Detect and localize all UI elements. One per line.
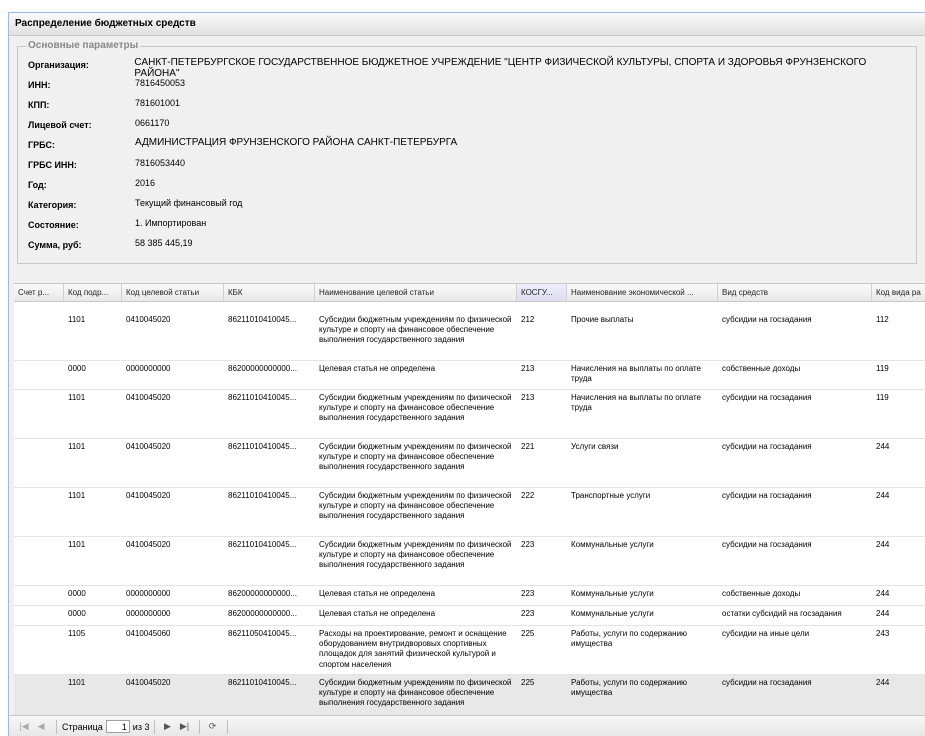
param-value: 1. Импортирован [135, 218, 207, 228]
table-cell: Целевая статья не определена [319, 589, 436, 598]
table-cell: Прочие выплаты [571, 315, 634, 324]
table-cell: 222 [521, 491, 535, 500]
table-cell: субсидии на госзадания [722, 315, 812, 324]
table-row[interactable] [14, 488, 925, 537]
table-cell: 0000 [68, 364, 86, 373]
param-label: ИНН: [28, 80, 51, 90]
table-cell [14, 390, 64, 438]
param-row [28, 97, 910, 117]
column-header[interactable]: Счет р... [14, 284, 64, 301]
table-cell: 1101 [68, 540, 86, 549]
budget-distribution-window [8, 12, 925, 736]
table-cell: собственные доходы [722, 364, 801, 373]
param-label: ГРБС ИНН: [28, 160, 77, 170]
table-cell: Целевая статья не определена [319, 364, 436, 373]
column-header[interactable]: Код подр... [64, 284, 122, 301]
table-cell [14, 675, 64, 716]
table-cell: субсидии на госзадания [722, 491, 812, 500]
table-cell: 86211010410045... [228, 393, 297, 402]
param-label: Лицевой счет: [28, 120, 92, 130]
pager-toolbar [9, 715, 925, 736]
table-cell: 212 [521, 315, 535, 324]
column-header[interactable]: Вид средств [718, 284, 872, 301]
table-cell: 244 [876, 491, 890, 500]
table-cell: собственные доходы [722, 589, 801, 598]
refresh-icon[interactable]: ⟳ [208, 721, 217, 731]
table-cell [14, 606, 64, 625]
table-cell: 0410045020 [126, 491, 171, 500]
param-value: Текущий финансовый год [135, 198, 243, 208]
table-cell: Субсидии бюджетным учреждениям по физической культуре и спорту на финансовое обеспечение выполнения государственного задания [319, 540, 512, 570]
column-header[interactable]: Наименование целевой статьи [315, 284, 517, 301]
table-cell [14, 312, 64, 360]
table-cell: 1101 [68, 442, 86, 451]
param-row [28, 217, 910, 237]
param-label: Состояние: [28, 220, 79, 230]
param-label: КПП: [28, 100, 50, 110]
table-cell: 86211010410045... [228, 491, 297, 500]
table-cell: 0410045020 [126, 540, 171, 549]
table-cell: 244 [876, 442, 890, 451]
table-cell: Услуги связи [571, 442, 619, 451]
param-value: 7816053440 [135, 158, 186, 168]
table-cell: 0410045020 [126, 678, 171, 687]
table-row[interactable] [14, 626, 925, 675]
param-row [28, 117, 910, 137]
page-count-label: из 3 [132, 721, 150, 732]
table-cell: 0000000000 [126, 609, 171, 618]
table-cell: Транспортные услуги [571, 491, 651, 500]
table-cell [14, 488, 64, 536]
table-cell: субсидии на госзадания [722, 393, 812, 402]
param-row [28, 237, 910, 257]
pager-separator [154, 720, 155, 734]
table-cell: Начисления на выплаты по оплате труда [571, 393, 701, 413]
table-cell [14, 537, 64, 585]
param-value: 781601001 [135, 98, 181, 108]
param-row [28, 157, 910, 177]
param-value: АДМИНИСТРАЦИЯ ФРУНЗЕНСКОГО РАЙОНА САНКТ-ПЕТЕРБУРГА [135, 137, 458, 148]
param-row [28, 137, 910, 157]
last-page-icon[interactable]: ▶| [179, 721, 190, 731]
table-row[interactable] [14, 586, 925, 606]
table-cell: 223 [521, 589, 535, 598]
table-cell: субсидии на госзадания [722, 442, 812, 451]
next-page-icon[interactable]: ▶ [164, 721, 171, 731]
table-cell: 0000000000 [126, 364, 171, 373]
prev-page-icon[interactable]: ◀ [37, 721, 45, 731]
table-row[interactable] [14, 606, 925, 626]
column-header[interactable]: Код целевой статьи [122, 284, 224, 301]
main-params-fieldset [17, 40, 917, 264]
column-header[interactable]: КОСГУ... [517, 284, 567, 301]
budget-grid [14, 283, 925, 716]
table-cell: Субсидии бюджетным учреждениям по физической культуре и спорту на финансовое обеспечение выполнения государственного задания [319, 491, 512, 521]
table-cell: 86200000000000... [228, 364, 297, 373]
param-value: 7816450053 [135, 78, 186, 88]
column-header[interactable]: КБК [224, 284, 315, 301]
table-cell [14, 626, 64, 674]
table-cell: 1105 [68, 629, 86, 638]
param-label: Организация: [28, 60, 89, 70]
table-cell: Работы, услуги по содержанию имущества [571, 678, 688, 698]
param-value: 2016 [135, 178, 156, 188]
table-cell: 86211010410045... [228, 678, 297, 687]
table-cell: Работы, услуги по содержанию имущества [571, 629, 688, 649]
table-cell: 0000 [68, 589, 86, 598]
fieldset-legend: Основные параметры [28, 40, 139, 51]
param-value: 58 385 445,19 [135, 238, 193, 248]
table-row[interactable] [14, 312, 925, 361]
table-cell: 1101 [68, 315, 86, 324]
table-cell: Субсидии бюджетным учреждениям по физической культуре и спорту на финансовое обеспечение выполнения государственного задания [319, 678, 512, 708]
table-cell: Коммунальные услуги [571, 609, 654, 618]
pager-separator [56, 720, 57, 734]
table-cell: 119 [876, 393, 889, 402]
table-cell: 0000000000 [126, 589, 171, 598]
table-cell: 112 [876, 315, 889, 324]
table-cell: 86211010410045... [228, 540, 297, 549]
table-cell: 1101 [68, 678, 86, 687]
params-list [28, 57, 910, 257]
table-cell: 221 [521, 442, 535, 451]
table-cell: Субсидии бюджетным учреждениям по физической культуре и спорту на финансовое обеспечение выполнения государственного задания [319, 393, 512, 423]
table-cell: 225 [521, 629, 535, 638]
table-cell: 86211050410045... [228, 629, 297, 638]
table-cell: 119 [876, 364, 889, 373]
table-cell: 213 [521, 393, 535, 402]
param-row [28, 77, 910, 97]
params-section [9, 36, 925, 264]
table-cell: 0410045020 [126, 442, 171, 451]
column-header[interactable]: Код вида ра [872, 284, 925, 301]
table-cell: Коммунальные услуги [571, 589, 654, 598]
table-cell: 244 [876, 540, 890, 549]
table-cell: 244 [876, 678, 890, 687]
table-cell: Субсидии бюджетным учреждениям по физической культуре и спорту на финансовое обеспечение выполнения государственного задания [319, 315, 512, 345]
page-number-input[interactable] [106, 720, 130, 733]
pager-separator [227, 720, 228, 734]
table-row[interactable] [14, 390, 925, 439]
param-row [28, 197, 910, 217]
table-cell: 86211010410045... [228, 315, 297, 324]
table-cell: 1101 [68, 491, 86, 500]
table-cell: 0410045020 [126, 315, 171, 324]
table-cell: 0410045020 [126, 393, 171, 402]
table-cell [14, 586, 64, 605]
window-title: Распределение бюджетных средств [9, 13, 925, 36]
param-label: Год: [28, 180, 47, 190]
table-row[interactable] [14, 439, 925, 488]
pager-separator [199, 720, 200, 734]
param-label: Сумма, руб: [28, 240, 82, 250]
param-row [28, 57, 910, 77]
table-cell: Расходы на проектирование, ремонт и оснащение оборудованием внутридворовых спортивных площадок для занятий физической культурой и спортом населения [319, 629, 507, 669]
param-value: 0661170 [135, 118, 170, 128]
table-cell: 86200000000000... [228, 589, 297, 598]
param-label: Категория: [28, 200, 77, 210]
table-cell: 1101 [68, 393, 86, 402]
table-cell: 213 [521, 364, 535, 373]
table-row[interactable] [14, 537, 925, 586]
param-row [28, 177, 910, 197]
grid-body [14, 312, 925, 716]
page-label: Страница [62, 721, 103, 732]
table-cell: 0410045060 [126, 629, 171, 638]
table-row[interactable] [14, 361, 925, 390]
param-value: САНКТ-ПЕТЕРБУРГСКОЕ ГОСУДАРСТВЕННОЕ БЮДЖЕТНОЕ УЧРЕЖДЕНИЕ "ЦЕНТР ФИЗИЧЕСКОЙ КУЛЬТУРЫ, СПОРТА И ЗДОРОВЬЯ ФРУНЗЕНСКОГО РАЙОНА" [134, 57, 867, 79]
table-cell: 86211010410045... [228, 442, 297, 451]
table-cell: 223 [521, 540, 535, 549]
table-cell: субсидии на госзадания [722, 540, 812, 549]
table-cell: 244 [876, 589, 890, 598]
table-cell: субсидии на иные цели [722, 629, 810, 638]
table-row[interactable] [14, 675, 925, 716]
table-cell: субсидии на госзадания [722, 678, 812, 687]
grid-header [14, 284, 925, 302]
column-header[interactable]: Наименование экономической ... [567, 284, 718, 301]
table-cell: Начисления на выплаты по оплате труда [571, 364, 701, 384]
table-cell: 0000 [68, 609, 86, 618]
table-cell: Целевая статья не определена [319, 609, 436, 618]
table-cell: Коммунальные услуги [571, 540, 654, 549]
table-cell: остатки субсидий на госзадания [722, 609, 842, 618]
table-cell [14, 439, 64, 487]
first-page-icon[interactable]: |◀ [19, 721, 29, 731]
param-label: ГРБС: [28, 140, 55, 150]
table-cell: 225 [521, 678, 535, 687]
table-cell [14, 361, 64, 389]
table-cell: 243 [876, 629, 890, 638]
table-cell: 244 [876, 609, 890, 618]
table-cell: 86200000000000... [228, 609, 297, 618]
table-cell: Субсидии бюджетным учреждениям по физической культуре и спорту на финансовое обеспечение выполнения государственного задания [319, 442, 512, 472]
table-cell: 223 [521, 609, 535, 618]
